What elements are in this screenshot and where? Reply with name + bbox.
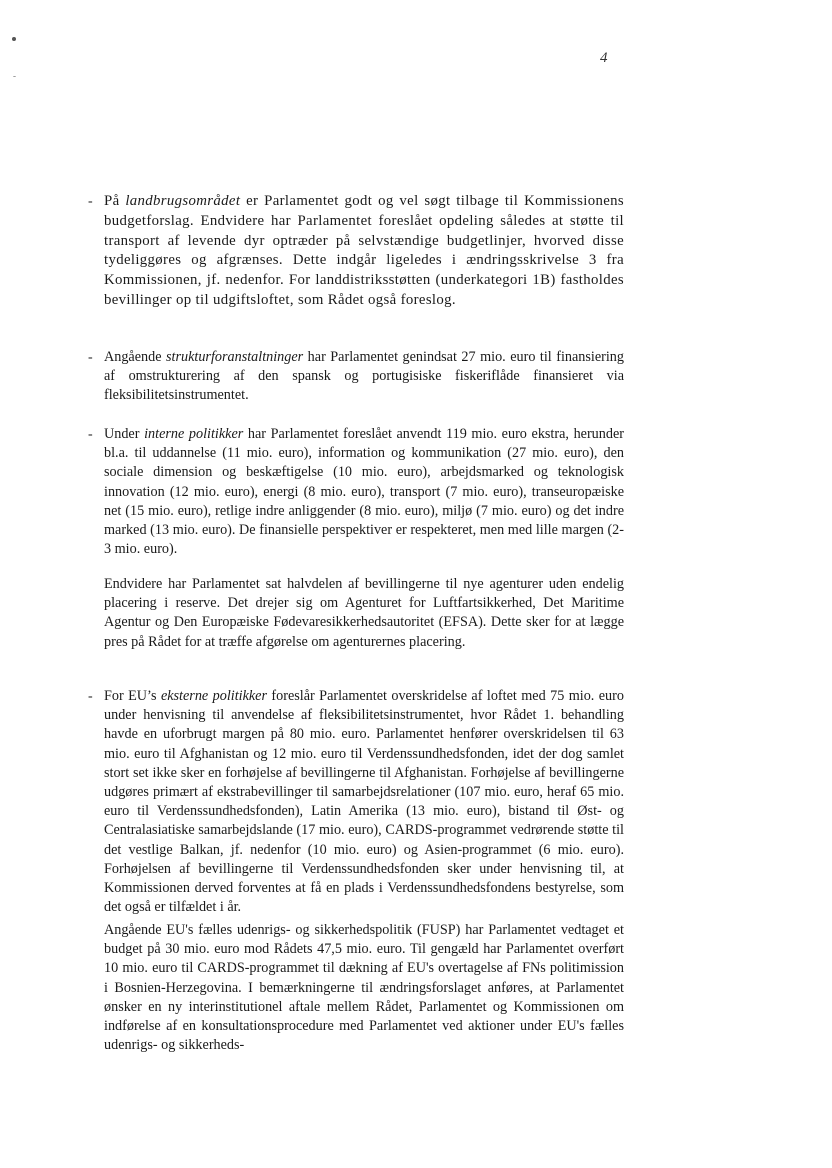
- paragraph-interne-politikker: [104, 425, 624, 559]
- page-number: 4: [600, 50, 608, 66]
- emphasis-term: eksterne politikker: [160, 688, 267, 704]
- paragraph-landbrug: [104, 192, 624, 311]
- paragraph-strukturforanstaltninger: [104, 348, 624, 406]
- scan-speck: [12, 37, 16, 41]
- paragraph-text: Angående EU's fælles udenrigs- og sikkerhedspolitik (FUSP) har Parlamentet vedtaget et budget på 30 mio. euro mod Rådets 47,5 mio. euro. Til gengæld har Parlamentet overført 10 mio. euro til CARDS-programmet til dækning af EU's overtagelse af FNs politimission i Bosnien-Herzegovina. I bemærkningerne til ændringsforslaget anføres, at Parlamentet ønsker en ny interinstitutionel aftale mellem Rådet, Parlamentet og Kommissionen om indførelse af en konsultationsprocedure med Parlamentet ved aktioner under EU's fælles udenrigs- og sikkerheds-: [104, 922, 624, 1054]
- paragraph-text: På: [104, 193, 126, 209]
- paragraph-text: For EU’s: [104, 688, 161, 704]
- bullet-dash: -: [88, 689, 93, 704]
- emphasis-term: landbrugsområdet: [125, 193, 241, 209]
- paragraph-text: Under: [104, 426, 145, 442]
- bullet-dash: -: [88, 194, 93, 209]
- emphasis-term: strukturforanstaltninger: [166, 349, 304, 365]
- paragraph-text: Angående: [104, 349, 167, 365]
- scan-speck: [13, 76, 16, 77]
- bullet-dash: -: [88, 427, 93, 442]
- emphasis-term: interne politikker: [144, 426, 244, 442]
- paragraph-eksterne-politikker: [104, 687, 624, 917]
- paragraph-fusp: [104, 921, 624, 1055]
- bullet-dash: -: [88, 350, 93, 365]
- paragraph-text: har Parlamentet foreslået anvendt 119 mio. euro ekstra, herunder bl.a. til uddannelse (11 mio. euro), information og kommunikation (27 mio. euro), den sociale dimension og beskæftigelse (10 mio. euro), arbejdsmarked og teknologisk innovation (12 mio. euro), energi (8 mio. euro), transport (7 mio. euro), transeuropæiske net (15 mio. euro), retlige indre anliggender (8 mio. euro), miljø (7 mio. euro) og det indre marked (13 mio. euro). De finansielle perspektiver er respekteret, men med lille margen (2-3 mio. euro).: [104, 426, 624, 558]
- paragraph-text: Endvidere har Parlamentet sat halvdelen af bevillingerne til nye agenturer uden endelig placering i reserve. Det drejer sig om Agenturet for Luftfartsikkerhed, Det Maritime Agentur og Den Europæiske Fødevaresikkerhedsautoritet (EFSA). Dette sker for at lægge pres på Rådet for at træffe afgørelse om agenturernes placering.: [104, 576, 624, 650]
- paragraph-text: foreslår Parlamentet overskridelse af loftet med 75 mio. euro under henvisning til anvendelse af fleksibilitetsinstrumentet, hvor Rådet 1. behandling havde en uforbrugt margen på 80 mio. euro. Parlamentet henfører overskridelsen til 63 mio. euro til Afghanistan og 12 mio. euro til Verdenssundhedsfonden, idet der dog samlet stort set ikke sker en forhøjelse af bevillingerne til Afghanistan. Forhøjelse af bevillingerne udgøres primært af ekstrabevillinger til samarbejdsrelationer (107 mio. euro, heraf 65 mio. euro til Verdenssundhedsfonden), Latin Amerika (13 mio. euro), bistand til Øst- og Centralasiatiske samarbejdslande (17 mio. euro), CARDS-programmet vedrørende støtte til det vestlige Balkan, jf. nedenfor (10 mio. euro) og Asien-programmet (6 mio. euro). Forhøjelsen af bevillingerne til Verdenssundhedsfonden sker under henvisning til, at Kommissionen derved forventes at få en plads i Verdenssundhedsfondens bestyrelse, som det også er tilfældet i år.: [104, 688, 624, 916]
- paragraph-text: har Parlamentet genindsat 27 mio. euro til finansiering af omstrukturering af den spansk og portugisiske fiskeriflåde finansieret via fleksibilitetsinstrumentet.: [104, 349, 624, 404]
- paragraph-text: er Parlamentet godt og vel søgt tilbage til Kommissionens budgetforslag. Endvidere har Parlamentet foreslået opdeling således at støtte til transport af levende dyr optræder på selvstændige budgetlinjer, hvorved disse tydeliggøres og afgrænses. Dette indgår ligeledes i ændringsskrivelse 3 fra Kommissionen, jf. nedenfor. For landdistriksstøtten (underkategori 1B) fastholdes bevillinger op til udgiftsloftet, som Rådet også foreslog.: [104, 193, 624, 308]
- paragraph-agenturer: [104, 575, 624, 652]
